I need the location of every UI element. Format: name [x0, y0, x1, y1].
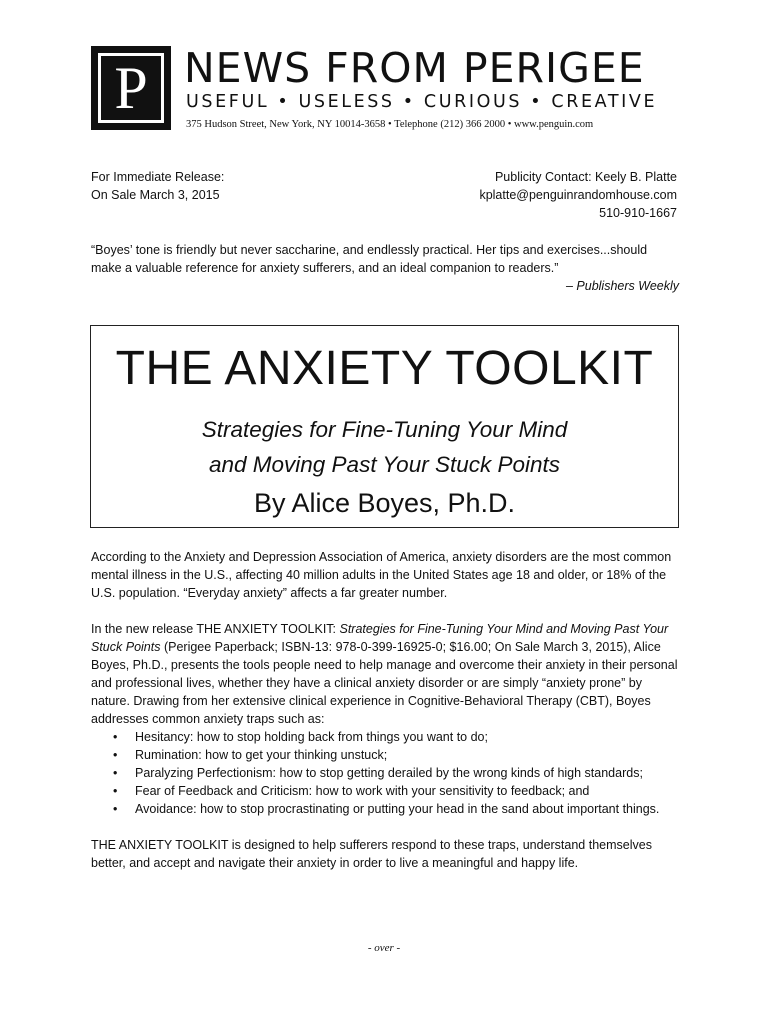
perigee-logo — [91, 46, 171, 130]
list-item: • Avoidance: how to stop procrastinating or putting your head in the sand about important things. — [135, 800, 681, 818]
quote-attribution: – Publishers Weekly — [565, 279, 679, 293]
para2-prefix: In the new release THE ANXIETY TOOLKIT: — [91, 622, 340, 636]
paragraph-summary: THE ANXIETY TOOLKIT is designed to help sufferers respond to these traps, understand themselves better, and accept and navigate their anxiety in order to live a meaningful and happy life. — [91, 838, 652, 870]
quote-text: “Boyes’ tone is friendly but never saccharine, and endlessly practical. Her tips and exercises...should make a valuable reference for anxiety sufferers, and an ideal companion to readers.” — [91, 243, 648, 275]
subtitle-line-1: Strategies for Fine-Tuning Your Mind — [201, 417, 568, 442]
press-release-body — [91, 548, 681, 890]
page-over-note: - over - — [367, 942, 401, 954]
masthead-address: 375 Hudson Street, New York, NY 10014-3658 • Telephone (212) 366 2000 • www.penguin.com — [186, 119, 594, 130]
list-item: • Rumination: how to get your thinking unstuck; — [135, 746, 681, 764]
paragraph-release-details — [91, 620, 681, 728]
release-label: For Immediate Release: — [91, 170, 225, 184]
logo-frame — [98, 53, 164, 123]
book-title: THE ANXIETY TOOLKIT — [115, 342, 654, 395]
list-item: • Fear of Feedback and Criticism: how to work with your sensitivity to feedback; and — [135, 782, 681, 800]
release-info — [91, 168, 224, 204]
paragraph-statistics: According to the Anxiety and Depression Association of America, anxiety disorders are the most common mental illness in the U.S., affecting 40 million adults in the United States age 18 and older, or 18% of the U.S. population. “Everyday anxiety” affects a far greater number. — [91, 550, 672, 600]
review-quote — [91, 241, 679, 295]
subtitle-line-2: and Moving Past Your Stuck Points — [208, 452, 561, 477]
contact-email: kplatte@penguinrandomhouse.com — [479, 188, 677, 202]
para2-italic-title: Strategies for Fine-Tuning Your Mind and Moving Past Your Stuck Points — [91, 622, 669, 654]
book-subtitle — [91, 412, 678, 482]
anxiety-traps-list — [91, 728, 681, 818]
para2-suffix: (Perigee Paperback; ISBN-13: 978-0-399-16925-0; $16.00; On Sale March 3, 2015), Alice Boyes, Ph.D., presents the tools people need to help manage and overcome their anxiety in their personal and professional lives, whether they have a clinical anxiety disorder or are simply “anxiety prone” by nature. Drawing from her extensive clinical experience in Cognitive-Behavioral Therapy (CBT), Boyes addresses common anxiety traps such as: — [91, 640, 678, 726]
list-item: • Paralyzing Perfectionism: how to stop getting derailed by the wrong kinds of high standards; — [135, 764, 681, 782]
logo-letter: P — [114, 55, 148, 121]
book-title-box — [90, 325, 679, 528]
publicity-contact — [479, 168, 677, 222]
list-item: • Hesitancy: how to stop holding back from things you want to do; — [135, 728, 681, 746]
book-author: By Alice Boyes, Ph.D. — [253, 488, 516, 518]
contact-phone: 510-910-1667 — [599, 206, 677, 220]
contact-name: Publicity Contact: Keely B. Platte — [494, 170, 677, 184]
on-sale-date: On Sale March 3, 2015 — [91, 188, 220, 202]
masthead-title: NEWS FROM PERIGEE — [184, 44, 645, 92]
masthead-tagline: USEFUL • USELESS • CURIOUS • CREATIVE — [186, 92, 658, 112]
